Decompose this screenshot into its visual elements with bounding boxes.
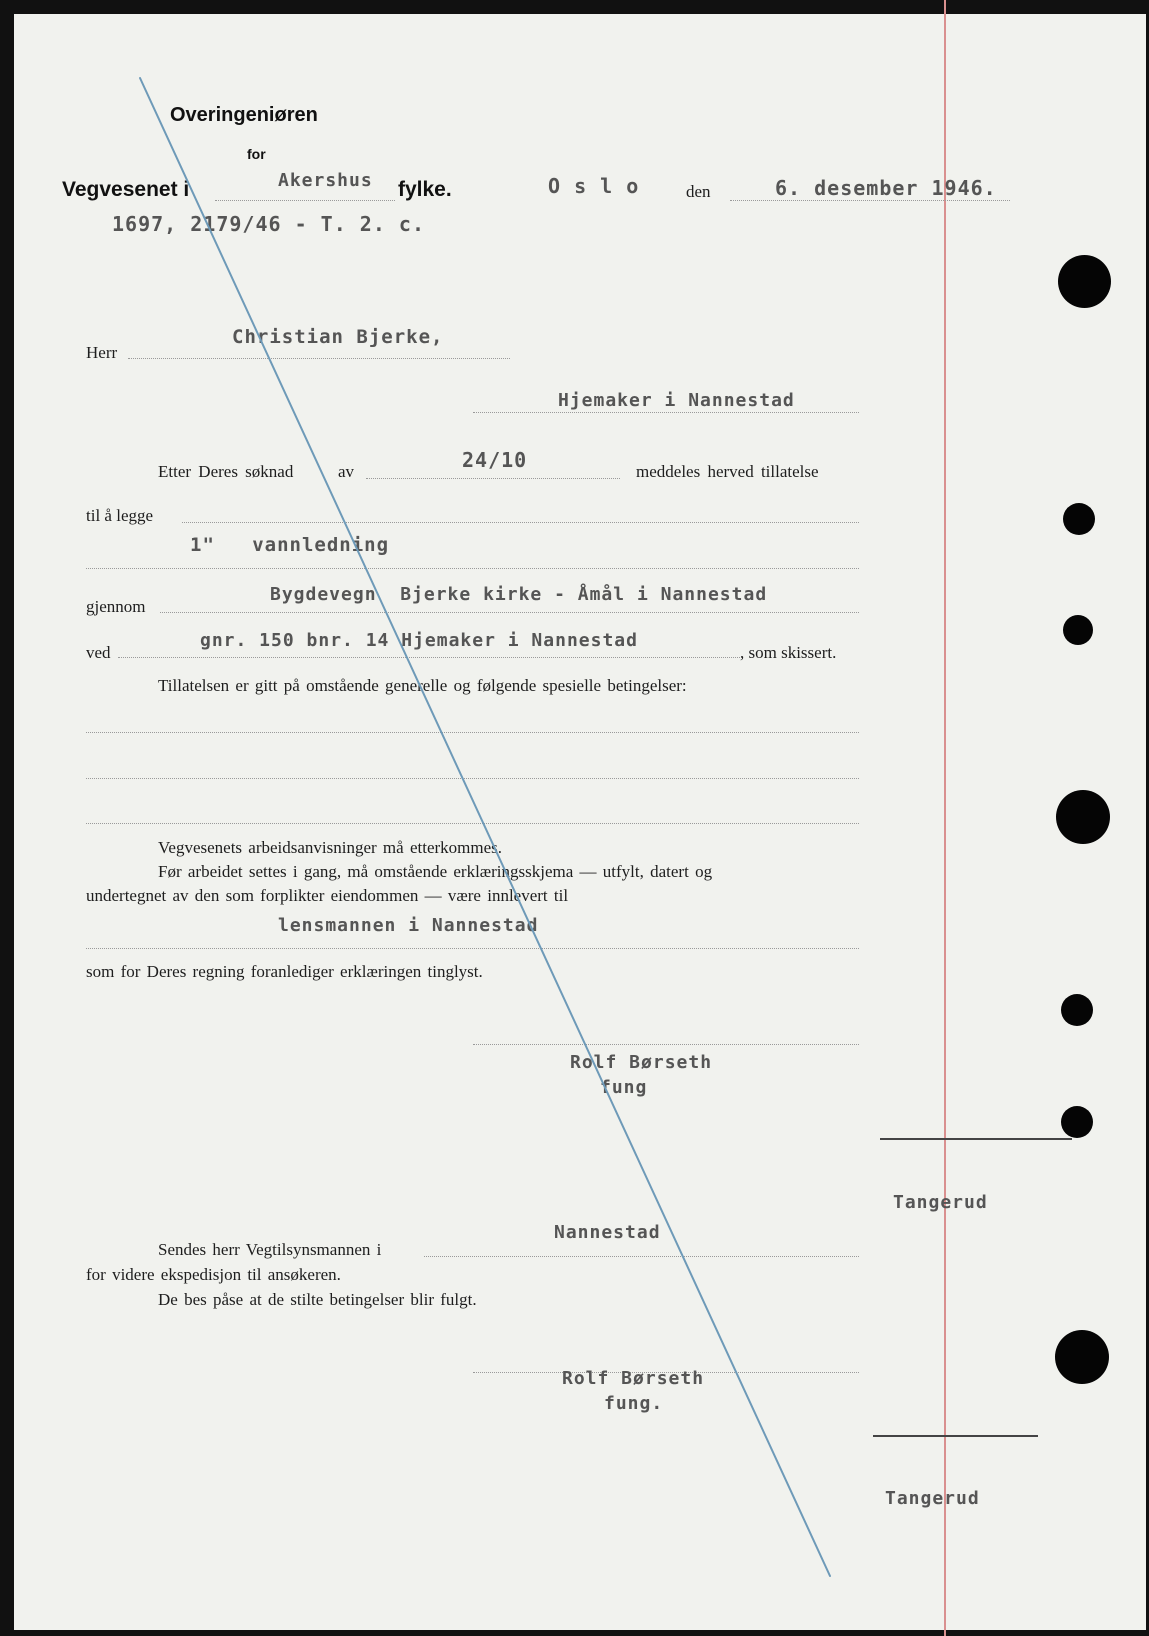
den-label: den xyxy=(686,182,711,201)
conditions-text: Tillatelsen er gitt på omstående generelle og følgende spesielle betingelser: xyxy=(158,676,687,695)
gjennom-label: gjennom xyxy=(86,597,146,616)
signature-2-right-name: Tangerud xyxy=(885,1488,980,1509)
for-label: for xyxy=(247,146,266,162)
forwarding-place: Nannestad xyxy=(554,1222,661,1243)
instruction-line-4: som for Deres regning foranlediger erklæringen tinglyst. xyxy=(86,962,483,981)
instruction-line-2: Før arbeidet settes i gang, må omstående erklæringsskjema — utfylt, datert og xyxy=(158,862,713,881)
route-value: Bygdevegn Bjerke kirke - Åmål i Nannestad xyxy=(270,584,768,605)
etter-label: Etter Deres søknad xyxy=(158,462,294,481)
place-value: O s l o xyxy=(548,174,640,198)
signature-2-name: Rolf Børseth xyxy=(562,1368,705,1389)
addressee-address: Hjemaker i Nannestad xyxy=(558,390,795,411)
herr-label: Herr xyxy=(86,343,118,362)
ved-label: ved xyxy=(86,643,111,662)
instruction-line-3: undertegnet av den som forplikter eiendommen — være innlevert til xyxy=(86,886,569,905)
application-date: 24/10 xyxy=(462,448,528,472)
fylke-label: fylke. xyxy=(398,178,452,201)
addressee-name: Christian Bjerke, xyxy=(232,326,444,348)
forwarding-line-1: Sendes herr Vegtilsynsmannen i xyxy=(158,1240,382,1259)
grant-label: meddeles herved tillatelse xyxy=(636,462,819,481)
location-value: gnr. 150 bnr. 14 Hjemaker i Nannestad xyxy=(200,630,638,651)
signature-1-right-name: Tangerud xyxy=(893,1192,988,1213)
til-legge-label: til å legge xyxy=(86,506,154,525)
signature-1-title: fung xyxy=(600,1077,648,1098)
signature-1-name: Rolf Børseth xyxy=(570,1052,713,1073)
office-title: Overingeniøren xyxy=(170,104,318,126)
forwarding-line-2: for videre ekspedisjon til ansøkeren. xyxy=(86,1265,341,1284)
item-value: 1" vannledning xyxy=(190,534,390,556)
signature-2-title: fung. xyxy=(604,1393,664,1414)
instruction-line-1: Vegvesenets arbeidsanvisninger må etterkommes. xyxy=(158,838,503,857)
av-label: av xyxy=(338,462,355,481)
pencil-stroke xyxy=(140,78,830,1576)
recipient-value: lensmannen i Nannestad xyxy=(278,915,539,936)
reference-number: 1697, 2179/46 - T. 2. c. xyxy=(112,212,425,236)
forwarding-line-3: De bes påse at de stilte betingelser blir fulgt. xyxy=(158,1290,477,1309)
som-skissert-label: , som skissert. xyxy=(740,643,837,662)
vegvesenet-label: Vegvesenet i xyxy=(62,178,190,201)
county-value: Akershus xyxy=(278,170,373,191)
date-value: 6. desember 1946. xyxy=(775,176,997,200)
